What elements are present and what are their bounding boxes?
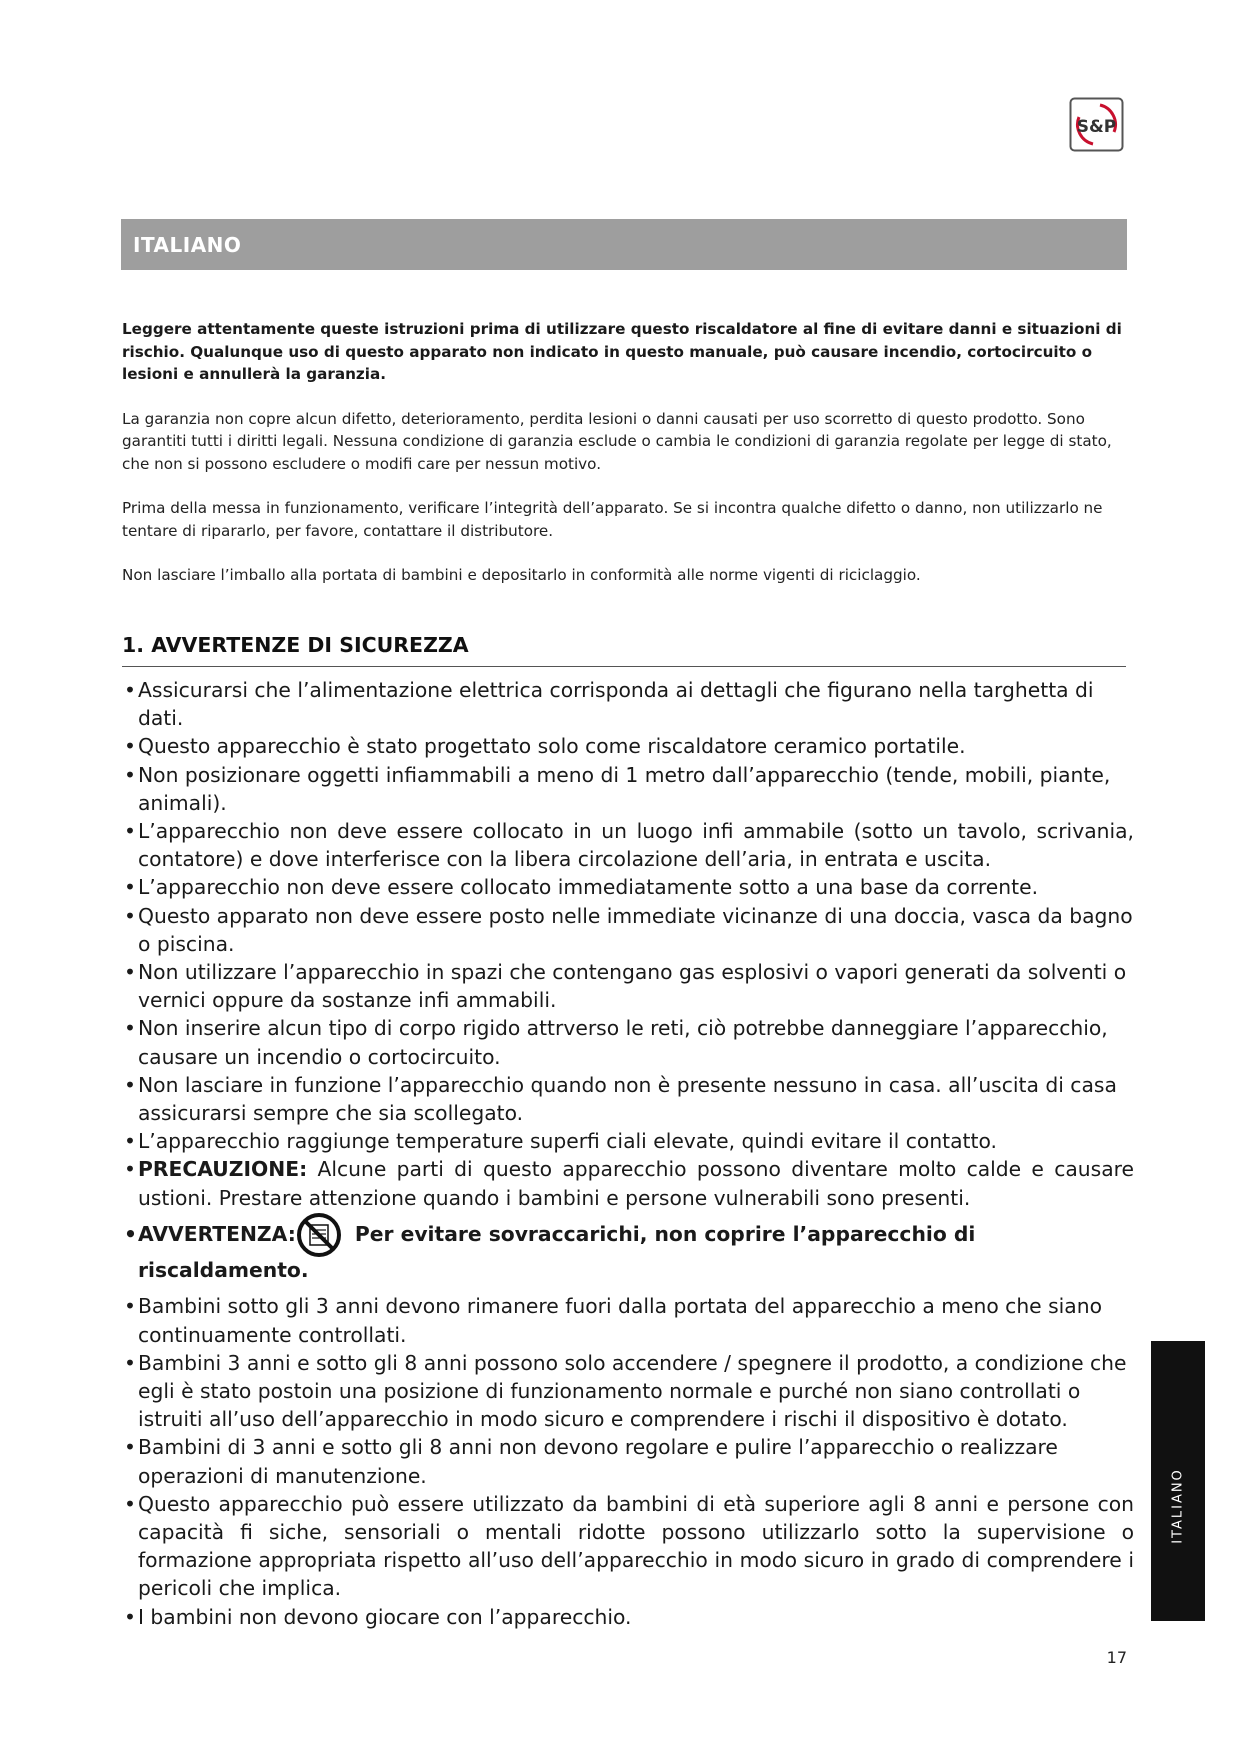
bullet-marker: • xyxy=(124,875,136,900)
bullet-marker: • xyxy=(124,734,136,759)
language-title: ITALIANO xyxy=(133,232,242,257)
list-item xyxy=(124,676,1134,732)
list-item xyxy=(124,1349,1134,1434)
bullet-marker: • xyxy=(124,678,136,702)
list-item-text: I bambini non devono giocare con l’apparecchio. xyxy=(138,1604,632,1629)
warning-text: Per evitare sovraccarichi, non coprire l’apparecchio di riscaldamento. xyxy=(138,1221,976,1283)
logo-text: S&P xyxy=(1076,117,1117,137)
list-item-text: Bambini di 3 anni e sotto gli 8 anni non devono regolare e pulire l’apparecchio o realizzare operazioni di manutenzione. xyxy=(138,1435,1058,1488)
list-item-text: L’apparecchio non deve essere collocato immediatamente sotto a una base da corrente. xyxy=(138,875,1039,900)
list-item-text: Non lasciare in funzione l’apparecchio quando non è presente nessuno in casa. all’uscita di casa assicurarsi sempre che sia scollegato. xyxy=(138,1072,1117,1126)
list-item xyxy=(124,732,1134,760)
caution-item xyxy=(124,1155,1134,1211)
list-item xyxy=(124,1014,1134,1070)
intro-inspection: Prima della messa in funzionamento, verificare l’integrità dell’apparato. Se si incontra qualche difetto o danno, non utilizzarlo ne tentare di ripararlo, per favore, contattare il distributore. xyxy=(122,499,1103,540)
caution-label: PRECAUZIONE: xyxy=(138,1157,308,1182)
list-item xyxy=(124,1490,1134,1603)
section-title: 1. AVVERTENZE DI SICUREZZA xyxy=(122,633,1126,667)
bullet-marker: • xyxy=(124,1016,136,1041)
list-item xyxy=(124,1127,1134,1155)
bullet-marker: • xyxy=(124,1435,136,1460)
list-item xyxy=(124,817,1134,873)
list-item-text: L’apparecchio non deve essere collocato in un luogo infi ammabile (sotto un tavolo, scrivania, contatore) e dove interferisce con la libera circolazione dell’aria, in entrata e uscita. xyxy=(138,819,1134,872)
do-not-cover-icon xyxy=(296,1212,342,1258)
list-item-text: Bambini sotto gli 3 anni devono rimanere fuori dalla portata del apparecchio a meno che siano continuamente controllati. xyxy=(138,1294,1103,1347)
bullet-marker: • xyxy=(124,1350,136,1375)
language-header-bar xyxy=(121,219,1127,270)
list-item xyxy=(124,1433,1134,1489)
side-tab-label: ITALIANO xyxy=(1170,1468,1186,1544)
list-item xyxy=(124,958,1134,1014)
list-item-text: Questo apparato non deve essere posto nelle immediate vicinanze di una doccia, vasca da bagno o piscina. xyxy=(138,903,1133,956)
intro-packaging: Non lasciare l’imballo alla portata di bambini e depositarlo in conformità alle norme vigenti di riciclaggio. xyxy=(122,566,921,584)
list-item xyxy=(124,902,1134,958)
intro-warning: Leggere attentamente queste istruzioni prima di utilizzare questo riscaldatore al fine di evitare danni e situazioni di rischio. Qualunque uso di questo apparato non indicato in questo manuale, può causare incendio, cortocircuito o lesioni e annullerà la garanzia. xyxy=(122,320,1122,383)
bullet-marker: • xyxy=(124,903,136,928)
list-item-text: Non posizionare oggetti infiammabili a meno di 1 metro dall’apparecchio (tende, mobili, piante, animali). xyxy=(138,762,1111,815)
bullet-marker: • xyxy=(124,1072,136,1097)
list-item xyxy=(124,761,1134,817)
intro-warranty: La garanzia non copre alcun difetto, deterioramento, perdita lesioni o danni causati per uso scorretto di questo prodotto. Sono garantiti tutti i diritti legali. Nessuna condizione di garanzia esclude o cambia le condizioni di garanzia regolate per legge di stato, che non si possono escludere o modifi care per nessun motivo. xyxy=(122,409,1112,473)
list-item xyxy=(124,1292,1134,1348)
sp-logo xyxy=(1069,97,1124,152)
list-item-text: Questo apparecchio è stato progettato solo come riscaldatore ceramico portatile. xyxy=(138,734,966,759)
warning-label: AVVERTENZA: xyxy=(138,1221,296,1246)
bullet-marker: • xyxy=(124,1129,136,1154)
bullet-marker: • xyxy=(124,1221,137,1246)
bullet-marker: • xyxy=(124,762,136,787)
list-item-text: Assicurarsi che l’alimentazione elettrica corrisponda ai dettagli che figurano nella targhetta di dati. xyxy=(138,678,1094,731)
bullet-marker: • xyxy=(124,960,136,985)
page-number: 17 xyxy=(1106,1648,1127,1667)
list-item-text: L’apparecchio raggiunge temperature superfi ciali elevate, quindi evitare il contatto. xyxy=(138,1129,997,1154)
caution-text: Alcune parti di questo apparecchio possono diventare molto calde e causare ustioni. Prestare attenzione quando i bambini e persone vulnerabili sono presenti. xyxy=(138,1157,1134,1210)
warning-item xyxy=(124,1212,1134,1293)
list-item-text: Questo apparecchio può essere utilizzato da bambini di età superiore agli 8 anni e persone con capacità fi siche, sensoriali o mentali ridotte possono utilizzarlo sotto la supervisione o formazione appropriata rispetto all’uso dell’apparecchio in modo sicuro in grado di comprendere i pericoli che implica. xyxy=(138,1491,1134,1601)
list-item xyxy=(124,1603,1134,1631)
bullet-marker: • xyxy=(124,1491,136,1516)
bullet-marker: • xyxy=(124,1604,136,1629)
list-item-text: Bambini 3 anni e sotto gli 8 anni possono solo accendere / spegnere il prodotto, a condizione che egli è stato postoin una posizione di funzionamento normale e purché non siano controllati o istruiti all’uso dell’apparecchio in modo sicuro e comprendere i rischi il dispositivo è dotato. xyxy=(138,1350,1127,1432)
list-item-text: Non inserire alcun tipo di corpo rigido attrverso le reti, ciò potrebbe danneggiare l’apparecchio, causare un incendio o cortocircuito. xyxy=(138,1016,1108,1069)
list-item xyxy=(124,1071,1134,1127)
safety-warnings-list xyxy=(124,676,1134,1631)
bullet-marker: • xyxy=(124,1294,136,1319)
intro-block xyxy=(122,318,1132,609)
bullet-marker: • xyxy=(124,819,136,844)
list-item xyxy=(124,873,1134,901)
language-side-tab xyxy=(1151,1341,1205,1621)
list-item-text: Non utilizzare l’apparecchio in spazi che contengano gas esplosivi o vapori generati da solventi o vernici oppure da sostanze infi ammabili. xyxy=(138,960,1127,1013)
bullet-marker: • xyxy=(124,1157,136,1182)
